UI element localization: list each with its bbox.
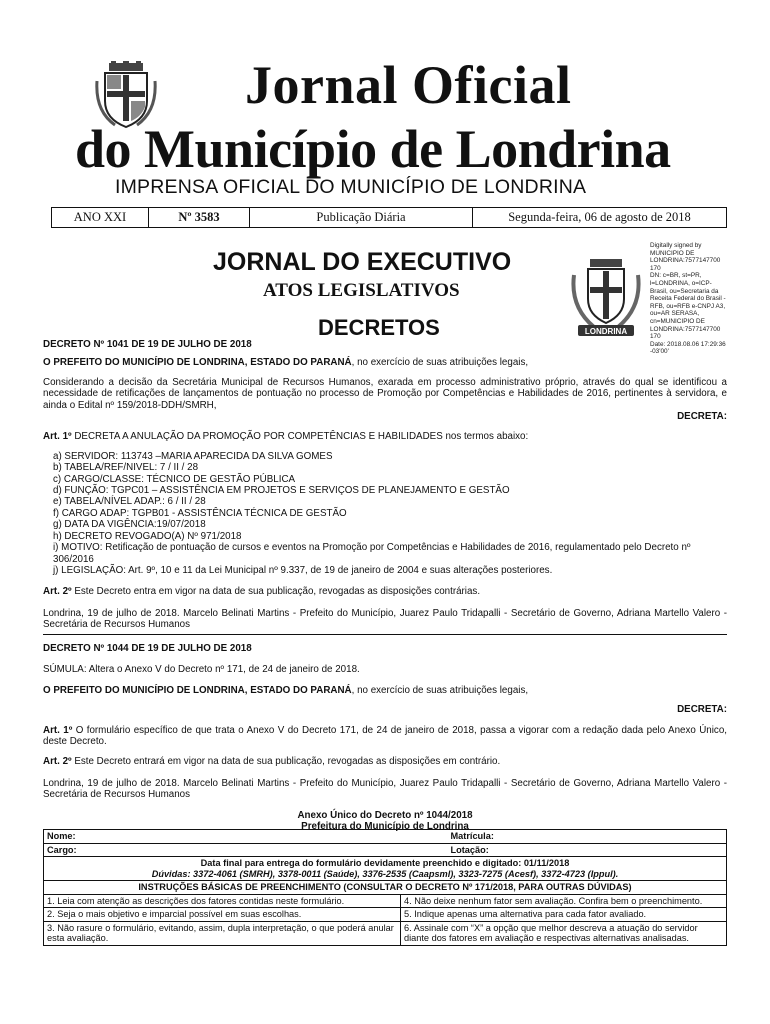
decree-item: g) DATA DA VIGÊNCIA:19/07/2018 xyxy=(53,519,206,531)
signature-line: Date: 2018.08.06 17:29:36 xyxy=(650,340,726,348)
decree-item: c) CARGO/CLASSE: TÉCNICO DE GESTÃO PÚBLICA xyxy=(53,473,296,485)
signature-line: 170 xyxy=(650,333,661,341)
form-label-matricula: Matrícula: xyxy=(401,830,727,844)
decree-item: e) TABELA/NÍVEL ADAP.: 6 / II / 28 xyxy=(53,496,206,508)
annex-title: Anexo Único do Decreto nº 1044/2018 xyxy=(297,809,473,821)
decree-title: DECRETO Nº 1044 DE 19 DE JULHO DE 2018 xyxy=(43,643,252,654)
table-row xyxy=(44,894,727,908)
table-row xyxy=(44,881,727,895)
decree-title: DECRETO Nº 1041 DE 19 DE JULHO DE 2018 xyxy=(43,339,252,350)
decree-article-1: Art. 1º DECRETA A ANULAÇÃO DA PROMOÇÃO POR COMPETÊNCIAS E HABILIDADES nos termos abaixo: xyxy=(43,431,529,443)
signature-line: 170 xyxy=(650,264,661,272)
decree-item: h) DECRETO REVOGADO(A) Nº 971/2018 xyxy=(53,530,242,542)
decree-closing: Londrina, 19 de julho de 2018. Marcelo Belinati Martins - Prefeito do Município, Juarez Paulo Tridapalli - Secretário de Governo, Adriana Martello Valero - Secretária de Recursos Humanos xyxy=(43,607,727,631)
masthead xyxy=(45,55,725,210)
journal-title: Jornal Oficial xyxy=(245,55,572,115)
table-row xyxy=(44,830,727,844)
issue-info-bar xyxy=(51,207,727,228)
instruction-2: 2. Seja o mais objetivo e imparcial possível em suas escolhas. xyxy=(44,908,401,922)
instruction-3: 3. Não rasure o formulário, evitando, assim, dupla interpretação, o que poderá anular esta avaliação. xyxy=(44,921,401,945)
signature-line: DN: c=BR, st=PR, xyxy=(650,272,702,280)
signature-line: Receita Federal do Brasil - xyxy=(650,295,726,303)
signature-line: LONDRINA:7577147700 xyxy=(650,257,721,265)
decree-decreta: DECRETA: xyxy=(677,704,727,716)
decree-item: a) SERVIDOR: 113743 –MARIA APARECIDA DA SILVA GOMES xyxy=(53,450,333,462)
signature-line: Digitally signed by xyxy=(650,242,702,249)
form-label-cargo: Cargo: xyxy=(44,843,401,857)
instruction-6: 6. Assinale com “X” a opção que melhor descreva a atuação do servidor diante dos fatores em avaliação e respectivas alternativas analisadas. xyxy=(401,921,727,945)
publication-frequency: Publicação Diária xyxy=(250,208,473,227)
instruction-1: 1. Leia com atenção as descrições dos fatores contidas neste formulário. xyxy=(44,894,401,908)
decree-preamble: O PREFEITO DO MUNICÍPIO DE LONDRINA, ESTADO DO PARANÁ, no exercício de suas atribuições legais, xyxy=(43,684,529,696)
municipal-seal-icon xyxy=(568,257,644,339)
annex-form-table xyxy=(43,829,727,946)
issue-year: ANO XXI xyxy=(52,208,149,227)
seal-label: LONDRINA xyxy=(584,327,628,336)
decree-sumula: SÚMULA: Altera o Anexo V do Decreto nº 171, de 24 de janeiro de 2018. xyxy=(43,664,360,676)
form-label-nome: Nome: xyxy=(44,830,401,844)
table-row xyxy=(44,908,727,922)
instruction-5: 5. Indique apenas uma alternativa para cada fator avaliado. xyxy=(401,908,727,922)
decree-item-list xyxy=(43,451,727,576)
decree-1041 xyxy=(43,339,727,631)
decree-closing: Londrina, 19 de julho de 2018. Marcelo Belinati Martins - Prefeito do Município, Juarez Paulo Tridapalli - Secretário de Governo, Adriana Martello Valero - Secretária de Recursos Humanos xyxy=(43,777,727,801)
form-instructions-header: INSTRUÇÕES BÁSICAS DE PREENCHIMENTO (CONSULTAR O DECRETO Nº 171/2018, PARA OUTRAS DÚVIDAS) xyxy=(44,881,727,895)
decree-item: j) LEGISLAÇÃO: Art. 9º, 10 e 11 da Lei Municipal nº 9.337, de 19 de janeiro de 2004 e suas alterações posteriores. xyxy=(53,564,553,576)
decree-article-2: Art. 2º Este Decreto entra em vigor na data de sua publicação, revogadas as disposições contrárias. xyxy=(43,586,481,598)
decree-item: b) TABELA/REF/NIVEL: 7 / II / 28 xyxy=(53,462,199,474)
section-heading-atos: ATOS LEGISLATIVOS xyxy=(263,280,460,301)
instruction-4: 4. Não deixe nenhum fator sem avaliação. Confira bem o preenchimento. xyxy=(401,894,727,908)
table-row xyxy=(44,843,727,857)
signature-line: l=LONDRINA, o=ICP- xyxy=(650,279,712,287)
decree-article-1: Art. 1º O formulário específico de que trata o Anexo V do Decreto 171, de 24 de janeiro de 2018, passa a vigorar com a redação dada pelo Anexo Único, deste Decreto. xyxy=(43,724,727,748)
signature-line: ou=AR SERASA, xyxy=(650,310,700,318)
signature-line: MUNICIPIO DE xyxy=(650,249,695,257)
signature-line: cn=MUNICIPIO DE xyxy=(650,317,705,325)
decree-decreta: DECRETA: xyxy=(677,411,727,423)
annex-subtitle: Prefeitura do Município de Londrina xyxy=(301,821,469,833)
journal-title-line2: do Município de Londrina xyxy=(75,119,671,179)
form-label-lotacao: Lotação: xyxy=(401,843,727,857)
signature-line: RFB, ou=RFB e-CNPJ A3, xyxy=(650,302,726,310)
section-heading-decretos: DECRETOS xyxy=(318,315,440,340)
journal-subtitle: IMPRENSA OFICIAL DO MUNICÍPIO DE LONDRINA xyxy=(115,176,587,198)
decree-preamble: O PREFEITO DO MUNICÍPIO DE LONDRINA, ESTADO DO PARANÁ, no exercício de suas atribuições legais, xyxy=(43,357,529,369)
decree-article-2: Art. 2º Este Decreto entrará em vigor na data de sua publicação, revogadas as disposições em contrário. xyxy=(43,756,501,768)
decree-considerando: Considerando a decisão da Secretária Municipal de Recursos Humanos, exarada em processo administrativo próprio, através do qual se identificou a necessidade de retificações de lançamentos de pontuação no processo de Promoção por Competências e Habilidades de 2016, pertinentes à servidora, e ainda o Edital nº 159/2018-DDH/SMRH, xyxy=(43,376,727,411)
signature-line: LONDRINA:7577147700 xyxy=(650,325,721,333)
signature-line: Brasil, ou=Secretaria da xyxy=(650,287,719,295)
decree-item: f) CARGO ADAP: TGPB01 - ASSISTÊNCIA TÉCNICA DE GESTÃO xyxy=(53,507,347,519)
table-row xyxy=(44,857,727,881)
issue-number: Nº 3583 xyxy=(149,208,250,227)
issue-date: Segunda-feira, 06 de agosto de 2018 xyxy=(508,210,691,224)
section-heading-executivo: JORNAL DO EXECUTIVO xyxy=(213,248,512,276)
section-divider xyxy=(43,634,727,635)
decree-item: i) MOTIVO: Retificação de pontuação de cursos e eventos na Promoção por Competências e Habilidades de 2016, regulamentado pelo Decreto nº 306/2016 xyxy=(53,542,691,565)
table-row xyxy=(44,921,727,945)
decree-item: d) FUNÇÃO: TGPC01 – ASSISTÊNCIA EM PROJETOS E SERVIÇOS DE PLANEJAMENTO E GESTÃO xyxy=(53,485,510,497)
signature-line: -03'00' xyxy=(650,348,669,356)
decree-1044 xyxy=(43,643,727,832)
form-deadline: Data final para entrega do formulário devidamente preenchido e digitado: 01/11/2018 Dúvidas: 3372-4061 (SMRH), 3378-0011 (Saúde), 3376-2535 (Caapsml), 3323-7275 (Acesf), 3372-4723 (Ippul). xyxy=(44,857,727,881)
